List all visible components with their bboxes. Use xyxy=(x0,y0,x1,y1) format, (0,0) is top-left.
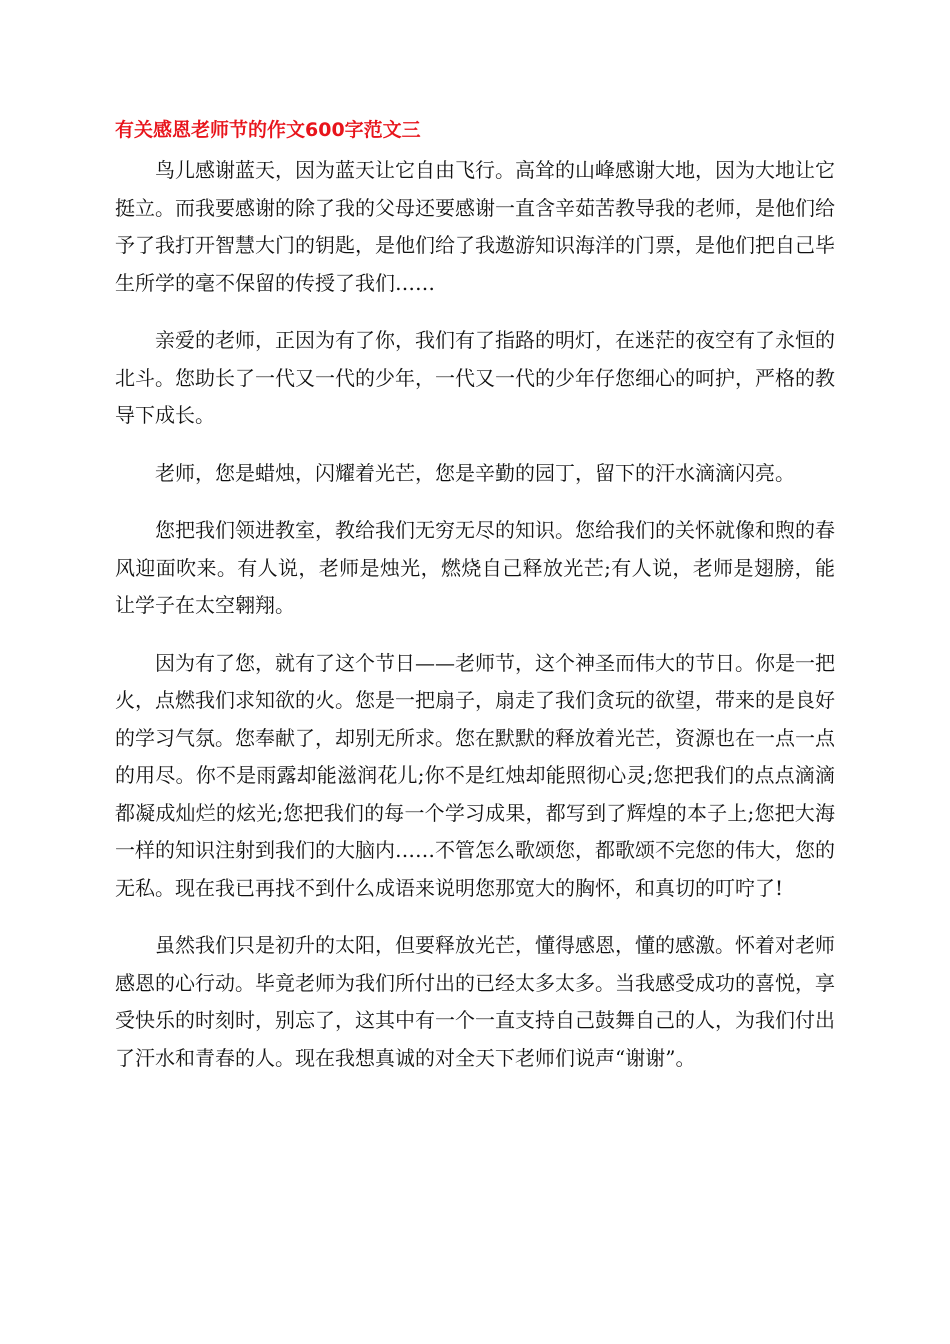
paragraph-6: 虽然我们只是初升的太阳，但要释放光芒，懂得感恩，懂的感激。怀着对老师感恩的心行动。毕竟老师为我们所付出的已经太多太多。当我感受成功的喜悦，享受快乐的时刻时，别忘了，这其中有一个一直支持自己鼓舞自己的人，为我们付出了汗水和青春的人。现在我想真诚的对全天下老师们说声“谢谢”。 xyxy=(115,933,835,1070)
paragraph-2: 亲爱的老师，正因为有了你，我们有了指路的明灯，在迷茫的夜空有了永恒的北斗。您助长了一代又一代的少年，一代又一代的少年仔您细心的呵护，严格的教导下成长。 xyxy=(115,328,835,427)
document-title: 有关感恩老师节的作文600字范文三 xyxy=(115,119,421,141)
paragraph-1: 鸟儿感谢蓝天，因为蓝天让它自由飞行。高耸的山峰感谢大地，因为大地让它挺立。而我要感谢的除了我的父母还要感谢一直含辛茹苦教导我的老师，是他们给予了我打开智慧大门的钥匙，是他们给了我遨游知识海洋的门票，是他们把自己毕生所学的毫不保留的传授了我们…… xyxy=(115,158,835,295)
paragraph-4: 您把我们领进教室，教给我们无穷无尽的知识。您给我们的关怀就像和煦的春风迎面吹来。有人说，老师是烛光，燃烧自己释放光芒;有人说，老师是翅膀，能让学子在太空翱翔。 xyxy=(115,518,835,617)
document-page xyxy=(115,118,835,1097)
paragraph-5: 因为有了您，就有了这个节日——老师节，这个神圣而伟大的节日。你是一把火，点燃我们求知欲的火。您是一把扇子，扇走了我们贪玩的欲望，带来的是良好的学习气氛。您奉献了，却别无所求。您在默默的释放着光芒，资源也在一点一点的用尽。你不是雨露却能滋润花儿;你不是红烛却能照彻心灵;您把我们的点点滴滴都凝成灿烂的炫光;您把我们的每一个学习成果，都写到了辉煌的本子上;您把大海一样的知识注射到我们的大脑内……不管怎么歌颂您，都歌颂不完您的伟大，您的无私。现在我已再找不到什么成语来说明您那宽大的胸怀，和真切的叮咛了! xyxy=(115,650,835,900)
paragraph-3: 老师，您是蜡烛，闪耀着光芒，您是辛勤的园丁，留下的汗水滴滴闪亮。 xyxy=(155,460,795,485)
